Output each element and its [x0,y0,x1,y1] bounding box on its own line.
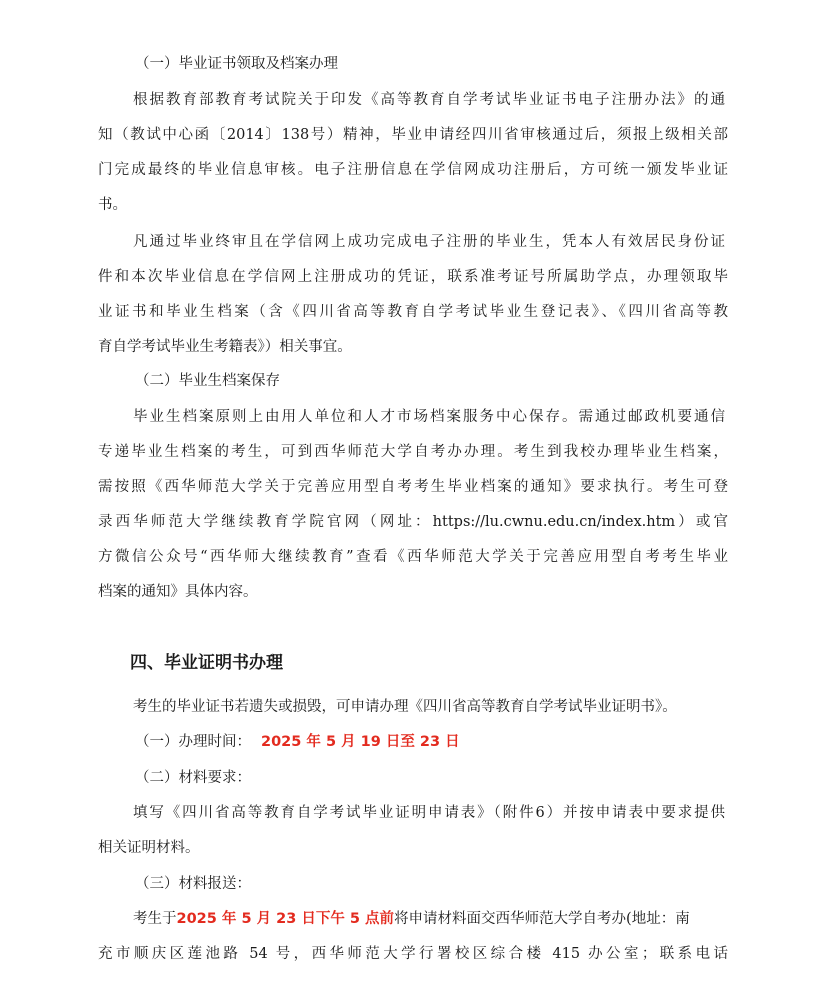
paragraph-line: 需按照《西华师范大学关于完善应用型自考考生毕业档案的通知》要求执行。考生可登 [98,479,728,495]
time-row [135,732,765,752]
submit-row [133,909,725,929]
paragraph-line: 凡通过毕业终审且在学信网上成功完成电子注册的毕业生，凭本人有效居民身份证 [133,234,725,250]
paragraph-line: 知（教试中心函〔2014〕138号）精神，毕业申请经四川省审核通过后，须报上级相关部 [98,127,728,143]
materials-label: （二）材料要求： [135,770,251,786]
paragraph-line: 填写《四川省高等教育自学考试毕业证明申请表》（附件6）并按申请表中要求提供 [133,805,725,821]
paragraph-line: 档案的通知》具体内容。 [98,584,258,600]
paragraph-line: 充市顺庆区莲池路 54 号，西华师范大学行署校区综合楼 415 办公室；联系电话 [98,946,728,962]
paragraph-line: 育自学考试毕业生考籍表》）相关事宜。 [98,339,352,355]
paragraph-line: 根据教育部教育考试院关于印发《高等教育自学考试毕业证书电子注册办法》的通 [133,92,725,108]
submit-prefix: 考生于 [133,911,177,927]
subheading-certificate-collection: （一）毕业证书领取及档案办理 [135,56,338,72]
submit-deadline: 2025 年 5 月 23 日下午 5 点前 [176,911,395,927]
paragraph-line: 件和本次毕业信息在学信网上注册成功的凭证，联系准考证号所属助学点，办理领取毕 [98,269,728,285]
subheading-archive-storage: （二）毕业生档案保存 [135,373,280,389]
paragraph-line: 业证书和毕业生档案（含《四川省高等教育自学考试毕业生登记表》、《四川省高等教 [98,304,728,320]
paragraph-line: 方微信公众号“西华师大继续教育”查看《西华师范大学关于完善应用型自考考生毕业 [98,549,728,565]
paragraph-line: 相关证明材料。 [98,840,200,856]
paragraph-line: 毕业生档案原则上由用人单位和人才市场档案服务中心保存。需通过邮政机要通信 [133,409,725,425]
section-heading-graduation-certificate: 四、毕业证明书办理 [130,653,283,673]
intro-line: 考生的毕业证书若遗失或损毁，可申请办理《四川省高等教育自学考试毕业证明书》。 [133,699,677,715]
paragraph-line: 书。 [98,197,127,213]
paragraph-line: 录西华师范大学继续教育学院官网（网址：https://lu.cwnu.edu.cn/index.htm）或官 [98,514,728,530]
paragraph-line: 专递毕业生档案的考生，可到西华师范大学自考办办理。考生到我校办理毕业生档案， [98,444,728,460]
submit-suffix: 将申请材料面交西华师范大学自考办(地址：南 [394,911,690,927]
paragraph-line: 门完成最终的毕业信息审核。电子注册信息在学信网成功注册后，方可统一颁发毕业证 [98,162,728,178]
time-label: （一）办理时间： [135,734,251,750]
submit-label: （三）材料报送： [135,876,251,892]
time-value: 2025 年 5 月 19 日至 23 日 [261,734,460,750]
